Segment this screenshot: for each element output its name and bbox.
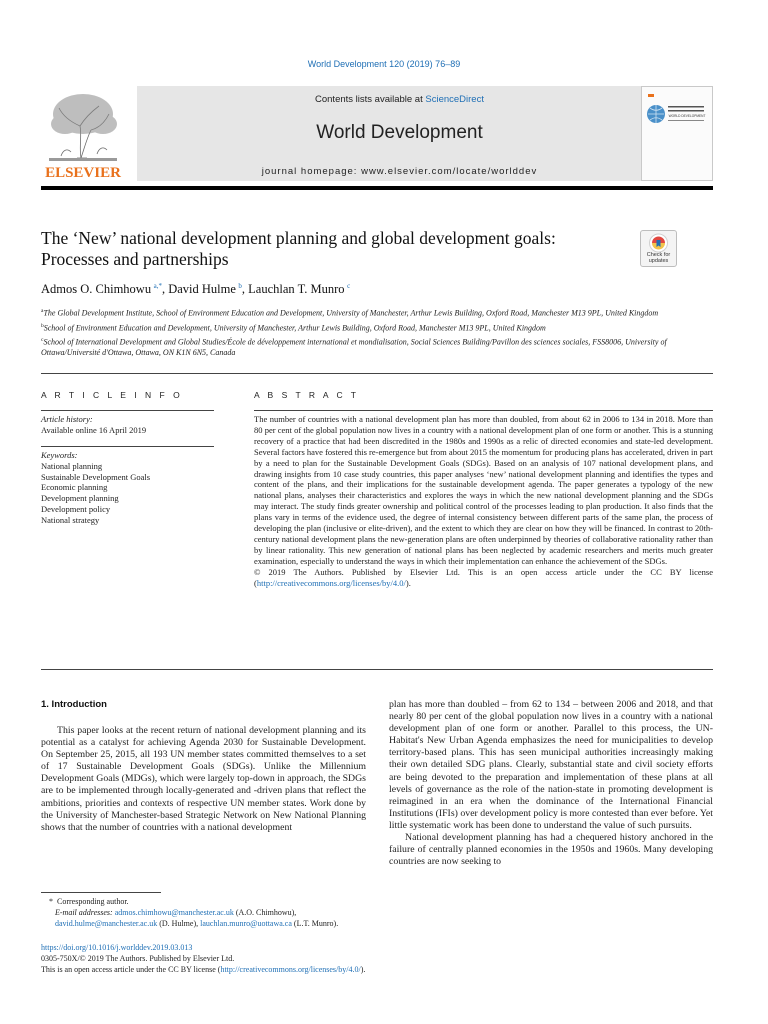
masthead-banner [137, 86, 662, 181]
email-link[interactable]: david.hulme@manchester.ac.uk [55, 919, 158, 928]
body-column-right [389, 699, 713, 868]
corresponding-author-note: * Corresponding author. [49, 897, 129, 906]
section-heading-introduction: 1. Introduction [41, 699, 107, 710]
section-divider [41, 669, 713, 670]
article-title-line2: Processes and partnerships [41, 249, 229, 269]
affiliation-item: $^c$School of International Development and Global Studies/École de développement international et mondialisation, Social Sciences Building/Pavillon des sciences sociales, FSS8006, University of Ottawa/Université d'Ottawa, Ottawa, ON K1N 6N5, Canada [41, 337, 667, 357]
email-link[interactable]: admos.chimhowu@manchester.ac.uk [114, 908, 234, 917]
contents-prefix: Contents lists available at [315, 94, 423, 105]
body-paragraph: This paper looks at the recent return of national development planning and its potential as a catalyst for achieving Agenda 2030 for Sustainable Development. On September 25, 2015, all 193 UN member states committed themselves to a set of 17 Sustainable Development Goals (SDGs). Unlike the Millennium Development Goals (MDGs), which were largely top-down in approach, the SDGs are to be implemented through locally-generated and -driven plans that reflect the ambitions, priorities and contexts of respective UN member states. Work done by the University of Manchester-based Strategic Network on New National Planning shows that the number of countries with a national development [41, 725, 366, 833]
journal-reference[interactable]: World Development 120 (2019) 76–89 [307, 59, 461, 69]
abstract-heading: A B S T R A C T [254, 390, 360, 400]
footnote-divider [41, 892, 161, 893]
elsevier-logo[interactable] [41, 86, 125, 181]
crossmark-label: Check for updates [646, 252, 671, 264]
journal-name: World Development [316, 122, 483, 143]
keyword-item: Economic planning [41, 482, 108, 493]
issn-copyright: 0305-750X/© 2019 The Authors. Published by Elsevier Ltd. [41, 954, 235, 963]
author-list: Admos O. Chimhowu $^{a,*}$, David Hulme $^b$, Lauchlan T. Munro $^c$ [41, 282, 351, 297]
body-paragraph: National development planning has had a chequered history anchored in the failure of centrally planned economies in the 1950s and 1960s. Many developing countries are now seeking to [389, 832, 713, 868]
author-name: David Hulme [168, 282, 236, 297]
history-value: Available online 16 April 2019 [41, 425, 147, 435]
divider [41, 446, 214, 447]
keyword-item: National strategy [41, 514, 100, 525]
publication-info [41, 942, 713, 975]
masthead [41, 86, 713, 181]
journal-cover-icon [642, 87, 712, 180]
footnotes [41, 896, 366, 929]
section-divider [41, 373, 713, 374]
elsevier-wordmark: ELSEVIER [45, 165, 121, 181]
author-affiliation-marker[interactable]: c [347, 282, 351, 290]
body-column-left [41, 725, 366, 834]
email-link[interactable]: lauchlan.munro@uottawa.ca [200, 919, 292, 928]
article-title [41, 228, 631, 270]
journal-cover-thumbnail[interactable] [641, 86, 713, 181]
masthead-divider [41, 186, 713, 190]
divider [41, 410, 214, 411]
abstract-panel [254, 410, 713, 589]
author-name: Lauchlan T. Munro [248, 282, 345, 297]
body-paragraph: plan has more than doubled – from 62 to 134 – between 2006 and 2018, and that nearly 80 per cent of the global population now lives in a country with a national development plan of one form or another. Parallel to this process, the UN-Habitat's New Urban Agenda emphasizes the need for municipalities to develop territory-based plans. This has seen municipal authorities increasingly making their own detailed SDG plans. Clearly, substantial state and civil society efforts are being devoted to the preparation and implementation of these plans at all levels of governance as the role of the nation-state in promoting development is reimagined in an era when the dominance of the International Financial Institutions (IFIs) over development policy is more contested than ever before. Yet little systematic work has been done to understand the value of such pursuits. [389, 699, 713, 831]
sciencedirect-link[interactable]: ScienceDirect [425, 94, 484, 105]
keyword-item: Development policy [41, 503, 111, 514]
author-affiliation-marker[interactable]: a,* [153, 282, 162, 290]
keywords-label: Keywords: [41, 450, 78, 460]
check-for-updates-button[interactable] [640, 230, 677, 267]
open-access-note: This is an open access article under the CC BY license (http://creativecommons.org/licenses/by/4.0/). [41, 965, 366, 974]
abstract-license: © 2019 The Authors. Published by Elsevier Ltd. This is an open access article under the CC BY license (http://creativecommons.org/licenses/by/4.0/). [254, 566, 713, 588]
email-addresses: E-mail addresses: admos.chimhowu@manchester.ac.uk (A.O. Chimhowu), david.hulme@manchester.ac.uk (D. Hulme), lauchlan.munro@uottawa.ca (L.T. Munro). [55, 908, 339, 928]
keyword-item: Sustainable Development Goals [41, 471, 151, 482]
license-link[interactable]: http://creativecommons.org/licenses/by/4.0/ [220, 965, 361, 974]
abstract-text: The number of countries with a national development plan has more than doubled, from about 62 in 2006 to 134 in 2018. More than 80 per cent of the global population now lives in a country with a national development plan of one form or another. This is a stunning recovery of a practice that had been discredited in the 1980s and 1990s as a relic of directed economies and state-led development. Several factors have fostered this re-emergence but from about 2015 the momentum for producing plans has accelerated, driven in part by a need to plan for the Sustainable Development Goals (SDGs). Based on an analysis of 107 national development plans, and drawing insights from 10 case study countries, this paper analyses ‘new’ national development planning and identifies the types and content of the plans, and their implications for the sustainable development agenda. The paper generates a typology of the new national plans, analyses their characteristics and explores the ways in which the new national development planning and the SDGs may interact. The study finds greater ownership and political control of the processes leading to plan production. It also finds that the plans vary in terms of the evidence used, the degree of internal consistency between different parts of the same plan, the process of developing the plan (inclusive or elite-driven), and the extent to which they are clear on how they will be financed. In contrast to 20th-century national development plans the new-generation plans are often underpinned by theories of collaborative rationality rather than by linear rationality. This new generation of national plans has been neglected by academic researchers and merits much greater examination, especially to understand the ways in which their implementation can enhance the achievement of the SDGs. [254, 414, 713, 566]
affiliation-item: $^b$School of Environment Education and Development, University of Manchester, Arthur Lewis Building, Oxford Road, Manchester M13 9PL, United Kingdom [41, 322, 546, 333]
author-affiliation-marker[interactable]: b [238, 282, 242, 290]
article-title-line1: The ‘New’ national development planning and global development goals: [41, 228, 556, 248]
author-name: Admos O. Chimhowu [41, 282, 152, 297]
doi-link[interactable]: https://doi.org/10.1016/j.worlddev.2019.03.013 [41, 943, 193, 952]
keyword-item: National planning [41, 461, 103, 471]
license-link[interactable]: http://creativecommons.org/licenses/by/4.0/ [256, 577, 406, 588]
affiliations [41, 306, 713, 360]
keyword-item: Development planning [41, 493, 119, 504]
history-label: Article history: [41, 414, 93, 424]
journal-homepage[interactable]: journal homepage: www.elsevier.com/locate/worlddev [261, 166, 538, 177]
affiliation-item: $^a$The Global Development Institute, School of Environment Education and Development, University of Manchester, Arthur Lewis Building, Oxford Road, Manchester M13 9PL, United Kingdom [41, 308, 659, 318]
article-info-heading: A R T I C L E I N F O [41, 390, 183, 400]
elsevier-tree-icon [41, 86, 125, 181]
article-info-panel [41, 410, 214, 525]
contents-line [137, 94, 662, 105]
cover-title-text: WORLD DEVELOPMENT [668, 114, 706, 118]
